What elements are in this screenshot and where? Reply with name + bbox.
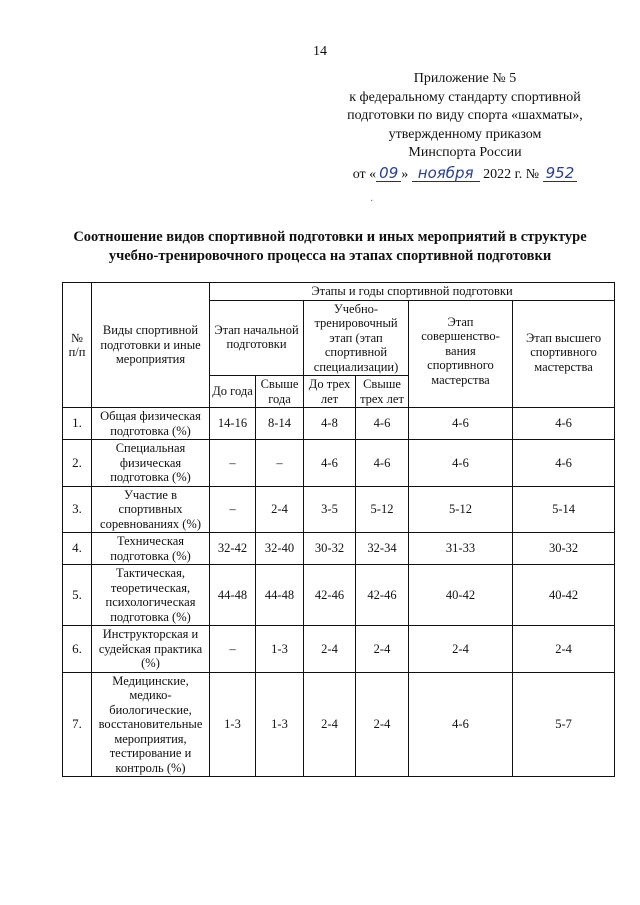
row-number: 5. [63,565,92,626]
cell-initial-over-year: 1-3 [256,672,304,777]
cell-initial-over-year: 8-14 [256,408,304,440]
page-number: 14 [313,44,327,59]
date-day-suffix: » [401,166,409,182]
row-number: 3. [63,486,92,533]
cell-training-over-three: 2-4 [356,626,409,673]
table-row [63,626,615,673]
row-type: Инструкторская и судейская практика (%) [92,626,210,673]
cell-initial-upto-year: – [210,486,256,533]
cell-training-over-three: 5-12 [356,486,409,533]
cell-higher: 5-14 [513,486,615,533]
cell-initial-over-year: 32-40 [256,533,304,565]
handwritten-day: 09 [376,166,401,182]
table-row [63,486,615,533]
table-row [63,533,615,565]
cell-initial-upto-year: 32-42 [210,533,256,565]
table-row [63,565,615,626]
header-types: Виды спортивной подготовки и иные мероприятия [92,283,210,408]
table-row [63,408,615,440]
header-initial-stage: Этап начальной подготовки [210,300,304,376]
table-row [63,672,615,777]
cell-initial-upto-year: – [210,440,256,487]
cell-higher: 2-4 [513,626,615,673]
row-number: 2. [63,440,92,487]
cell-training-upto-three: 4-6 [304,440,356,487]
cell-improvement: 5-12 [409,486,513,533]
appendix-line-4: утвержденному приказом [388,126,542,142]
cell-training-upto-three: 4-8 [304,408,356,440]
cell-training-over-three: 4-6 [356,440,409,487]
row-number: 1. [63,408,92,440]
cell-improvement: 40-42 [409,565,513,626]
appendix-line-1: Приложение № 5 [413,71,517,86]
cell-initial-upto-year: 14-16 [210,408,256,440]
appendix-line-2: к федеральному стандарту спортивной [349,89,581,105]
handwritten-month: ноября [412,166,480,182]
cell-improvement: 4-6 [409,408,513,440]
cell-initial-upto-year: 1-3 [210,672,256,777]
header-stages-years: Этапы и годы спортивной подготовки [210,283,615,301]
cell-initial-over-year: 1-3 [256,626,304,673]
row-number: 7. [63,672,92,777]
cell-training-upto-three: 2-4 [304,672,356,777]
row-number: 6. [63,626,92,673]
header-higher-stage: Этап высшего спортивного мастерства [513,300,615,408]
row-type: Специальная физическая подготовка (%) [92,440,210,487]
date-prefix: от « [352,166,377,182]
header-over-year: Свыше года [256,376,304,408]
cell-improvement: 31-33 [409,533,513,565]
cell-improvement: 4-6 [409,440,513,487]
cell-initial-over-year: 2-4 [256,486,304,533]
cell-higher: 30-32 [513,533,615,565]
training-ratio-table [62,282,615,777]
cell-higher: 4-6 [513,408,615,440]
appendix-block [300,70,630,184]
table-row [63,440,615,487]
title-line-1: Соотношение видов спортивной подготовки и иных мероприятий в структуре [73,229,587,245]
cell-training-over-three: 2-4 [356,672,409,777]
stray-mark: · [370,196,374,207]
appendix-date-line [300,163,630,185]
header-upto-year: До года [210,376,256,408]
cell-training-over-three: 42-46 [356,565,409,626]
row-type: Тактическая, теоретическая, психологическая подготовка (%) [92,565,210,626]
row-type: Техническая подготовка (%) [92,533,210,565]
cell-initial-over-year: – [256,440,304,487]
cell-improvement: 4-6 [409,672,513,777]
cell-higher: 5-7 [513,672,615,777]
cell-training-over-three: 4-6 [356,408,409,440]
appendix-line-3: подготовки по виду спорта «шахматы», [347,108,583,123]
header-improvement-stage: Этап совершенство-вания спортивного мастерства [409,300,513,408]
cell-training-upto-three: 42-46 [304,565,356,626]
row-type: Общая физическая подготовка (%) [92,408,210,440]
cell-initial-over-year: 44-48 [256,565,304,626]
handwritten-order-number: 952 [543,166,578,182]
header-over-three-years: Свыше трех лет [356,376,409,408]
cell-training-upto-three: 30-32 [304,533,356,565]
cell-initial-upto-year: – [210,626,256,673]
row-type: Медицинские, медико-биологические, восстановительные мероприятия, тестирование и контроль (%) [92,672,210,777]
header-upto-three-years: До трех лет [304,376,356,408]
cell-training-upto-three: 2-4 [304,626,356,673]
cell-training-upto-three: 3-5 [304,486,356,533]
cell-improvement: 2-4 [409,626,513,673]
appendix-line-5: Минспорта России [408,145,522,160]
cell-higher: 40-42 [513,565,615,626]
header-training-stage: Учебно-тренировочный этап (этап спортивной специализации) [304,300,409,376]
document-title [40,228,620,266]
cell-training-over-three: 32-34 [356,533,409,565]
cell-initial-upto-year: 44-48 [210,565,256,626]
row-type: Участие в спортивных соревнованиях (%) [92,486,210,533]
title-line-2: учебно-тренировочного процесса на этапах спортивной подготовки [108,248,552,264]
date-year: 2022 г. № [483,166,540,182]
cell-higher: 4-6 [513,440,615,487]
row-number: 4. [63,533,92,565]
header-num: № п/п [63,283,92,408]
